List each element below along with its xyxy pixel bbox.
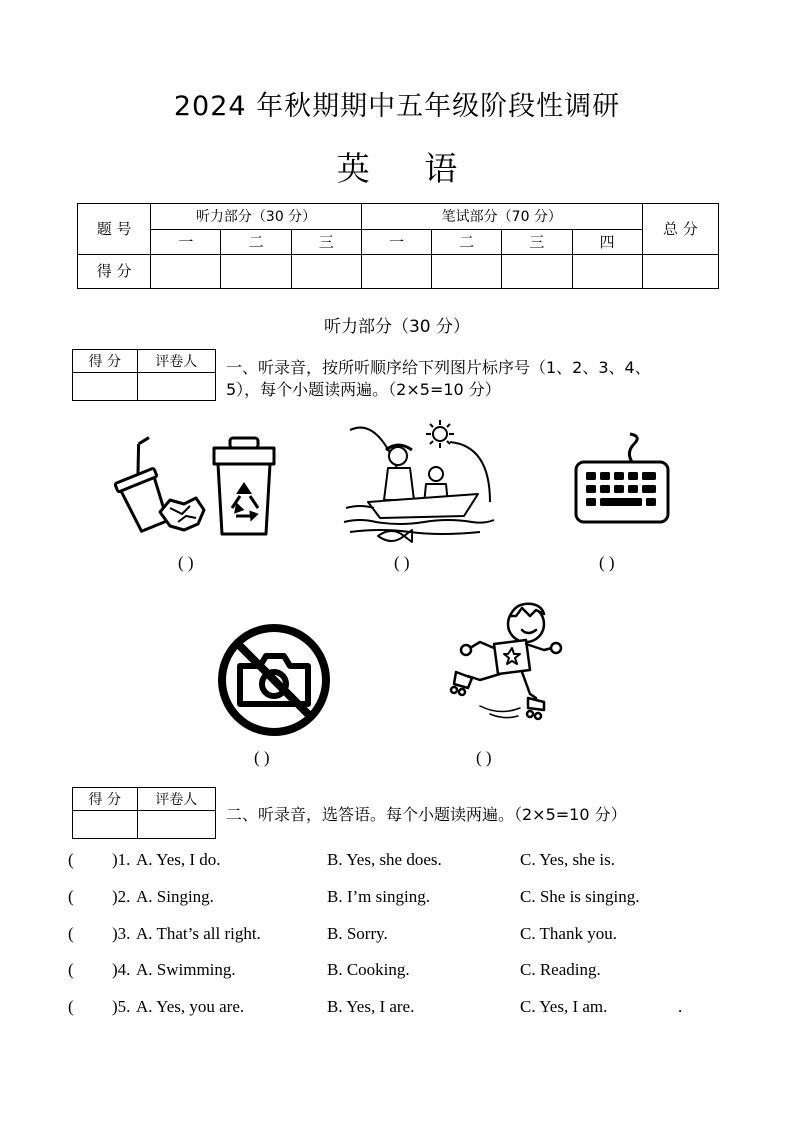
grader-name-label: 评卷人: [137, 788, 215, 811]
listening-col-1: 一: [151, 230, 221, 255]
score-cell: [572, 255, 642, 289]
question-number: )4.: [112, 960, 131, 979]
listening-col-2: 二: [221, 230, 291, 255]
picture-1-answer[interactable]: ( ): [178, 553, 194, 572]
writing-col-3: 三: [502, 230, 572, 255]
option-a: A. Singing.: [136, 887, 214, 906]
option-b: B. Yes, I are.: [327, 997, 415, 1016]
listening-header: 听力部分（30 分）: [151, 204, 362, 230]
part2-instruction: 二、听录音，选答语。每个小题读两遍。（2×5=10 分）: [226, 805, 627, 824]
question-number: )5.: [112, 997, 131, 1016]
picture-4-answer[interactable]: ( ): [254, 748, 270, 767]
grader-box-2: [72, 787, 216, 839]
question-number: )3.: [112, 924, 131, 943]
option-b: B. Yes, she does.: [327, 850, 442, 869]
question-number: )1.: [112, 850, 131, 869]
option-a: A. Yes, you are.: [136, 997, 245, 1016]
option-a: A. That’s all right.: [136, 924, 261, 943]
writing-header: 笔试部分（70 分）: [361, 204, 642, 230]
row-label-score: 得 分: [78, 255, 151, 289]
score-cell: [361, 255, 431, 289]
option-c: C. Reading.: [520, 960, 601, 979]
row-label-item: 题 号: [78, 204, 151, 255]
picture-3-answer[interactable]: ( ): [599, 553, 615, 572]
option-c: C. Yes, she is.: [520, 850, 615, 869]
question-number: )2.: [112, 887, 131, 906]
option-c: C. Yes, I am.: [520, 997, 608, 1016]
fishing-boat-icon: [340, 412, 496, 550]
option-c: C. Thank you.: [520, 924, 617, 943]
part1-instruction-line2: 5），每个小题读两遍。（2×5=10 分）: [226, 380, 501, 399]
score-cell: [502, 255, 572, 289]
grader-score-label: 得 分: [73, 350, 138, 373]
score-cell: [151, 255, 221, 289]
option-b: B. Sorry.: [327, 924, 388, 943]
roller-skating-boy-icon: [440, 598, 564, 722]
option-b: B. I’m singing.: [327, 887, 430, 906]
recycle-bin-icon: [114, 430, 286, 540]
score-cell: [291, 255, 361, 289]
answer-open-paren[interactable]: (: [68, 924, 74, 943]
option-a: A. Yes, I do.: [136, 850, 221, 869]
answer-open-paren[interactable]: (: [68, 997, 74, 1016]
grader-score-label: 得 分: [73, 788, 138, 811]
writing-col-1: 一: [361, 230, 431, 255]
grader-box-1: [72, 349, 216, 401]
section-heading: 听力部分（30 分）: [323, 317, 471, 337]
writing-col-4: 四: [572, 230, 642, 255]
part1-instruction-line1: 一、听录音，按所听顺序给下列图片标序号（1、2、3、4、: [226, 358, 651, 377]
exam-subject: 英 语: [336, 149, 480, 188]
no-camera-icon: [216, 622, 332, 738]
option-c: C. She is singing.: [520, 887, 640, 906]
answer-open-paren[interactable]: (: [68, 887, 74, 906]
exam-title: 2024 年秋期期中五年级阶段性调研: [173, 91, 621, 122]
total-header: 总 分: [642, 204, 718, 255]
score-cell: [642, 255, 718, 289]
option-b: B. Cooking.: [327, 960, 410, 979]
score-cell: [221, 255, 291, 289]
picture-2-answer[interactable]: ( ): [394, 553, 410, 572]
score-cell: [432, 255, 502, 289]
picture-5-answer[interactable]: ( ): [476, 748, 492, 767]
answer-open-paren[interactable]: (: [68, 850, 74, 869]
writing-col-2: 二: [432, 230, 502, 255]
keyboard-icon: [572, 430, 672, 526]
listening-col-3: 三: [291, 230, 361, 255]
trailing-mark: .: [678, 997, 683, 1016]
option-a: A. Swimming.: [136, 960, 236, 979]
answer-open-paren[interactable]: (: [68, 960, 74, 979]
grader-name-label: 评卷人: [137, 350, 215, 373]
score-table: [77, 203, 719, 289]
